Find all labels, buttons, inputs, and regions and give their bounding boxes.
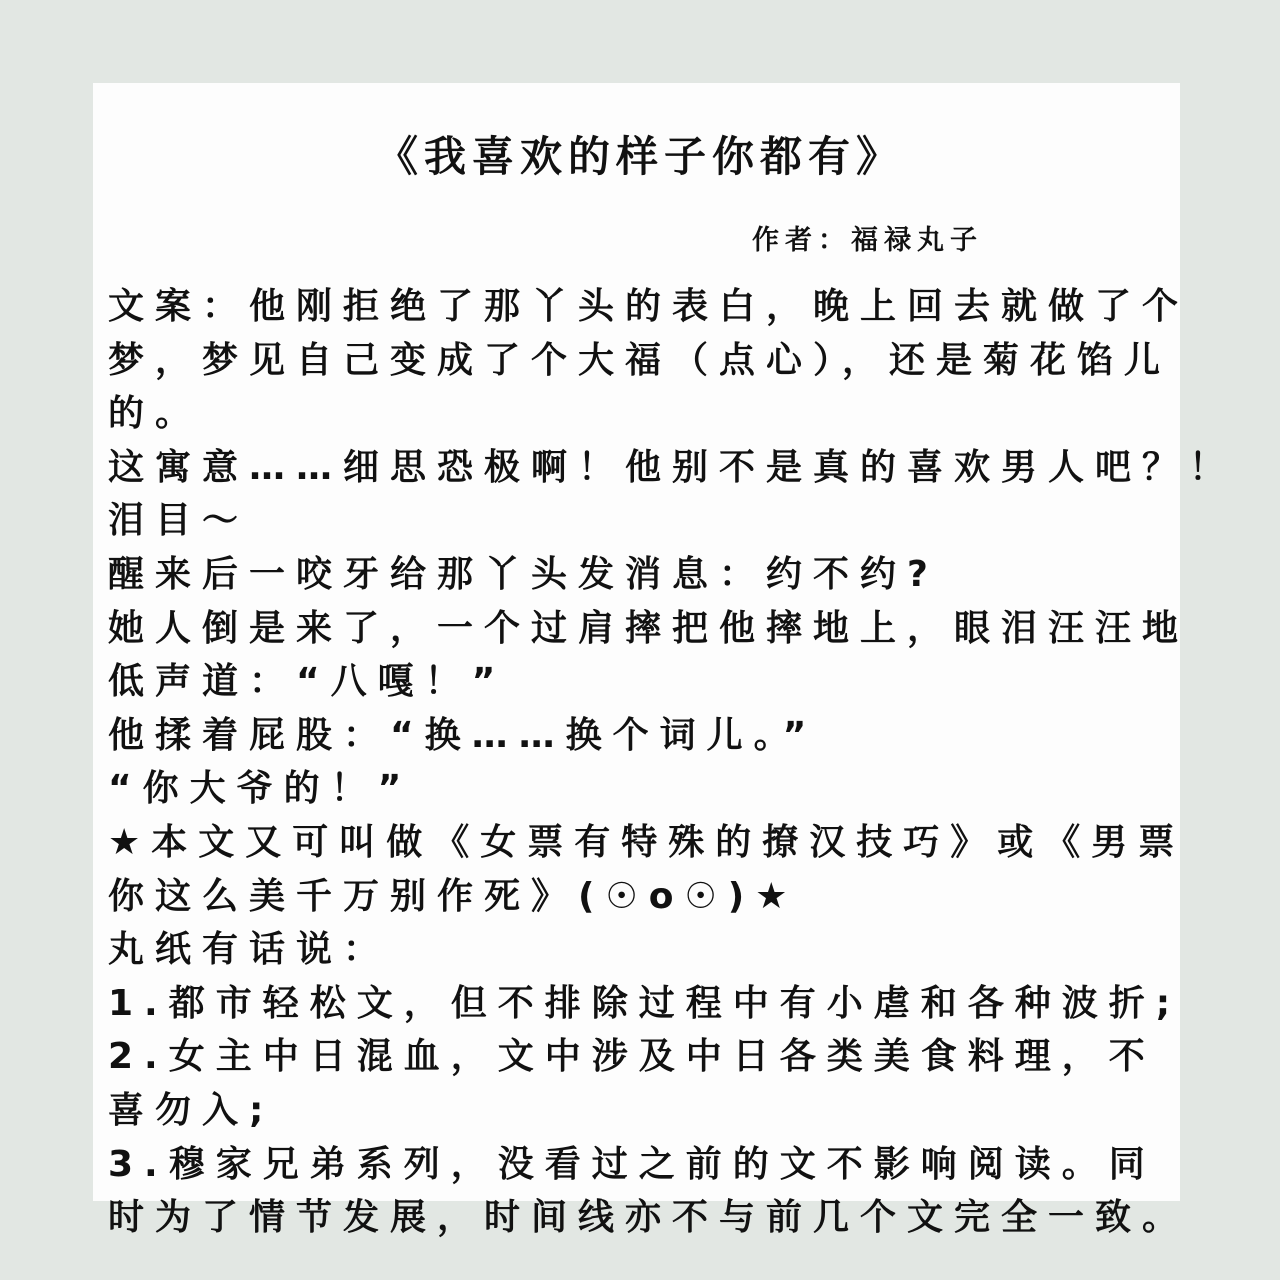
text-line: 喜勿入; <box>108 1089 275 1131</box>
text-line: 你这么美千万别作死》(☉o☉)★ <box>108 875 799 917</box>
text-line: 时为了情节发展，时间线亦不与前几个文完全一致。 <box>108 1197 1190 1239</box>
text-line: 2.女主中日混血，文中涉及中日各类美食料理，不 <box>108 1036 1156 1078</box>
text-line: ★本文又可叫做《女票有特殊的撩汉技巧》或《男票 <box>108 821 1186 863</box>
text-line: 他揉着屁股：“换……换个词儿。” <box>108 714 818 756</box>
text-line: 1.都市轻松文，但不排除过程中有小虐和各种波折; <box>108 982 1182 1024</box>
text-line: 这寓意……细思恐极啊！他别不是真的喜欢男人吧？！ <box>108 446 1237 488</box>
synopsis-body <box>108 280 1278 1245</box>
text-line: 丸纸有话说： <box>108 929 391 971</box>
text-line: 低声道：“八嘎！” <box>108 661 507 703</box>
book-title: 《我喜欢的样子你都有》 <box>375 132 904 181</box>
text-line: 她人倒是来了，一个过肩摔把他摔地上，眼泪汪汪地 <box>108 607 1190 649</box>
text-line: 泪目～ <box>108 500 250 542</box>
text-line: 梦，梦见自己变成了个大福（点心），还是菊花馅儿 <box>108 339 1172 381</box>
text-line: “你大爷的！” <box>108 768 413 810</box>
text-line: 醒来后一咬牙给那丫头发消息：约不约? <box>108 553 939 595</box>
text-line: 3.穆家兄弟系列，没看过之前的文不影响阅读。同 <box>108 1143 1156 1185</box>
text-line: 文案：他刚拒绝了那丫头的表白，晚上回去就做了个 <box>108 286 1190 327</box>
author-line: 作者：福禄丸子 <box>752 225 983 256</box>
text-line: 的。 <box>108 393 203 435</box>
